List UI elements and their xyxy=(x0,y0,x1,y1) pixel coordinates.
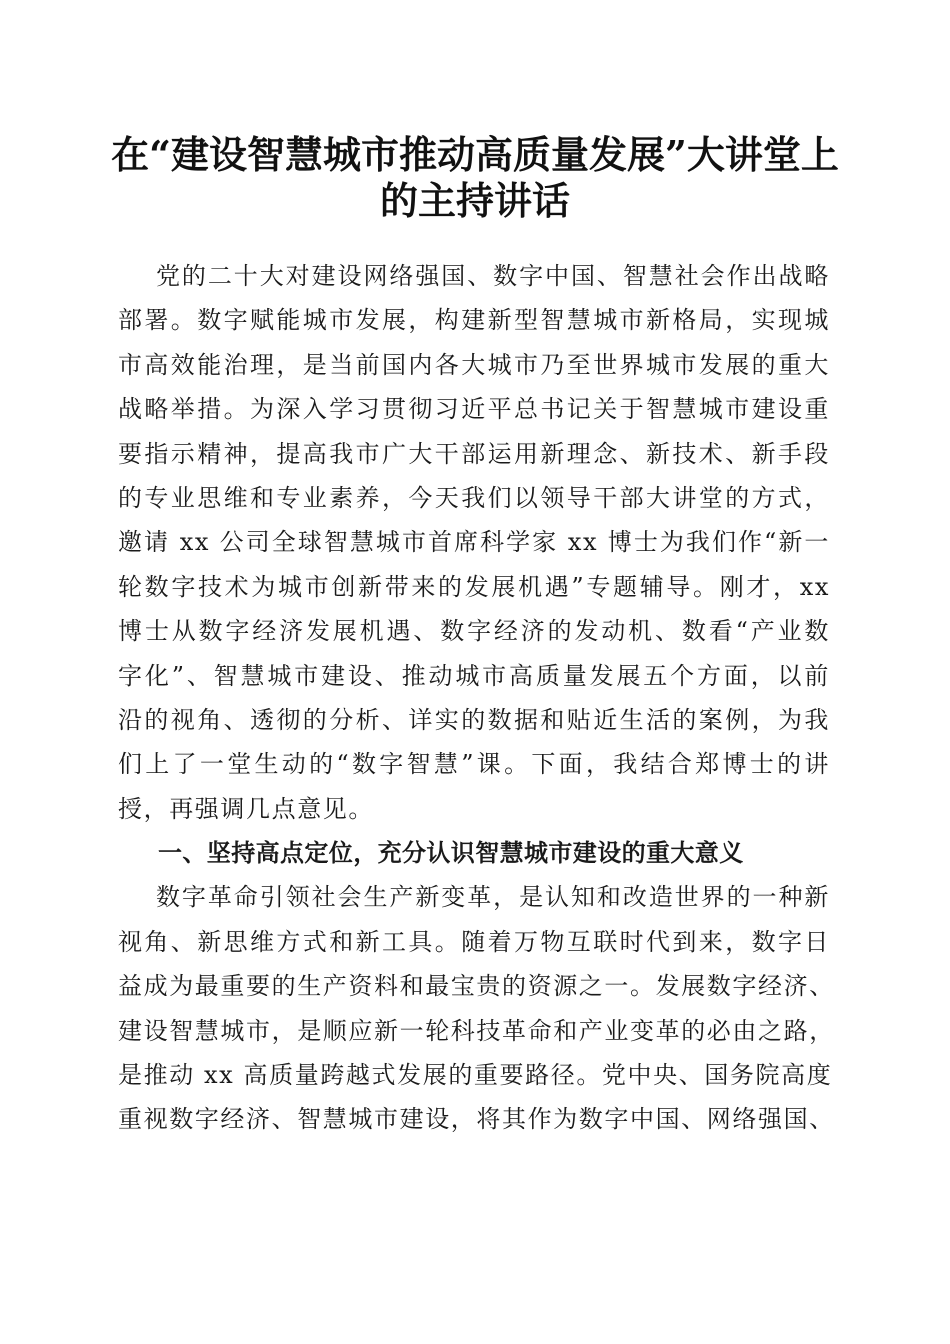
text-line: 轮数字技术为城市创新带来的发展机遇”专题辅导。刚才，xx xyxy=(118,572,830,601)
text-line: 的专业思维和专业素养，今天我们以领导干部大讲堂的方式， xyxy=(118,483,830,512)
text-line: 要指示精神，提高我市广大干部运用新理念、新技术、新手段 xyxy=(118,439,830,468)
document-body xyxy=(118,254,835,1142)
title-line: 的主持讲话 xyxy=(379,178,570,223)
text-line: 博士从数字经济发展机遇、数字经济的发动机、数看“产业数 xyxy=(118,617,830,646)
text-line: 重视数字经济、智慧城市建设，将其作为数字中国、网络强国、 xyxy=(118,1105,835,1134)
text-line: 党的二十大对建设网络强国、数字中国、智慧社会作出战略 xyxy=(156,262,830,290)
section-heading: 一、坚持高点定位，充分认识智慧城市建设的重大意义 xyxy=(158,839,744,868)
text-line: 沿的视角、透彻的分析、详实的数据和贴近生活的案例，为我 xyxy=(118,705,830,734)
paragraph-intro xyxy=(118,254,830,831)
text-line: 部署。数字赋能城市发展，构建新型智慧城市新格局，实现城 xyxy=(118,306,830,335)
text-line: 视角、新思维方式和新工具。随着万物互联时代到来，数字日 xyxy=(118,927,830,956)
text-line: 字化”、智慧城市建设、推动城市高质量发展五个方面，以前 xyxy=(118,661,830,690)
text-line: 益成为最重要的生产资料和最宝贵的资源之一。发展数字经济、 xyxy=(118,972,835,1001)
text-line: 是推动 xx 高质量跨越式发展的重要路径。党中央、国务院高度 xyxy=(118,1061,833,1090)
title-line: 在“建设智慧城市推动高质量发展”大讲堂上 xyxy=(111,132,839,177)
text-line: 们上了一堂生动的“数字智慧”课。下面，我结合郑博士的讲 xyxy=(118,750,830,779)
text-line: 授，再强调几点意见。 xyxy=(118,794,374,823)
document-title xyxy=(100,132,850,224)
text-line: 数字革命引领社会生产新变革，是认知和改造世界的一种新 xyxy=(156,883,830,912)
text-line: 战略举措。为深入学习贯彻习近平总书记关于智慧城市建设重 xyxy=(118,395,830,424)
text-line: 建设智慧城市，是顺应新一轮科技革命和产业变革的必由之路， xyxy=(118,1016,835,1045)
paragraph-section-1 xyxy=(118,875,835,1141)
text-line: 邀请 xx 公司全球智慧城市首席科学家 xx 博士为我们作“新一 xyxy=(118,528,830,557)
text-line: 市高效能治理，是当前国内各大城市乃至世界城市发展的重大 xyxy=(118,350,830,379)
